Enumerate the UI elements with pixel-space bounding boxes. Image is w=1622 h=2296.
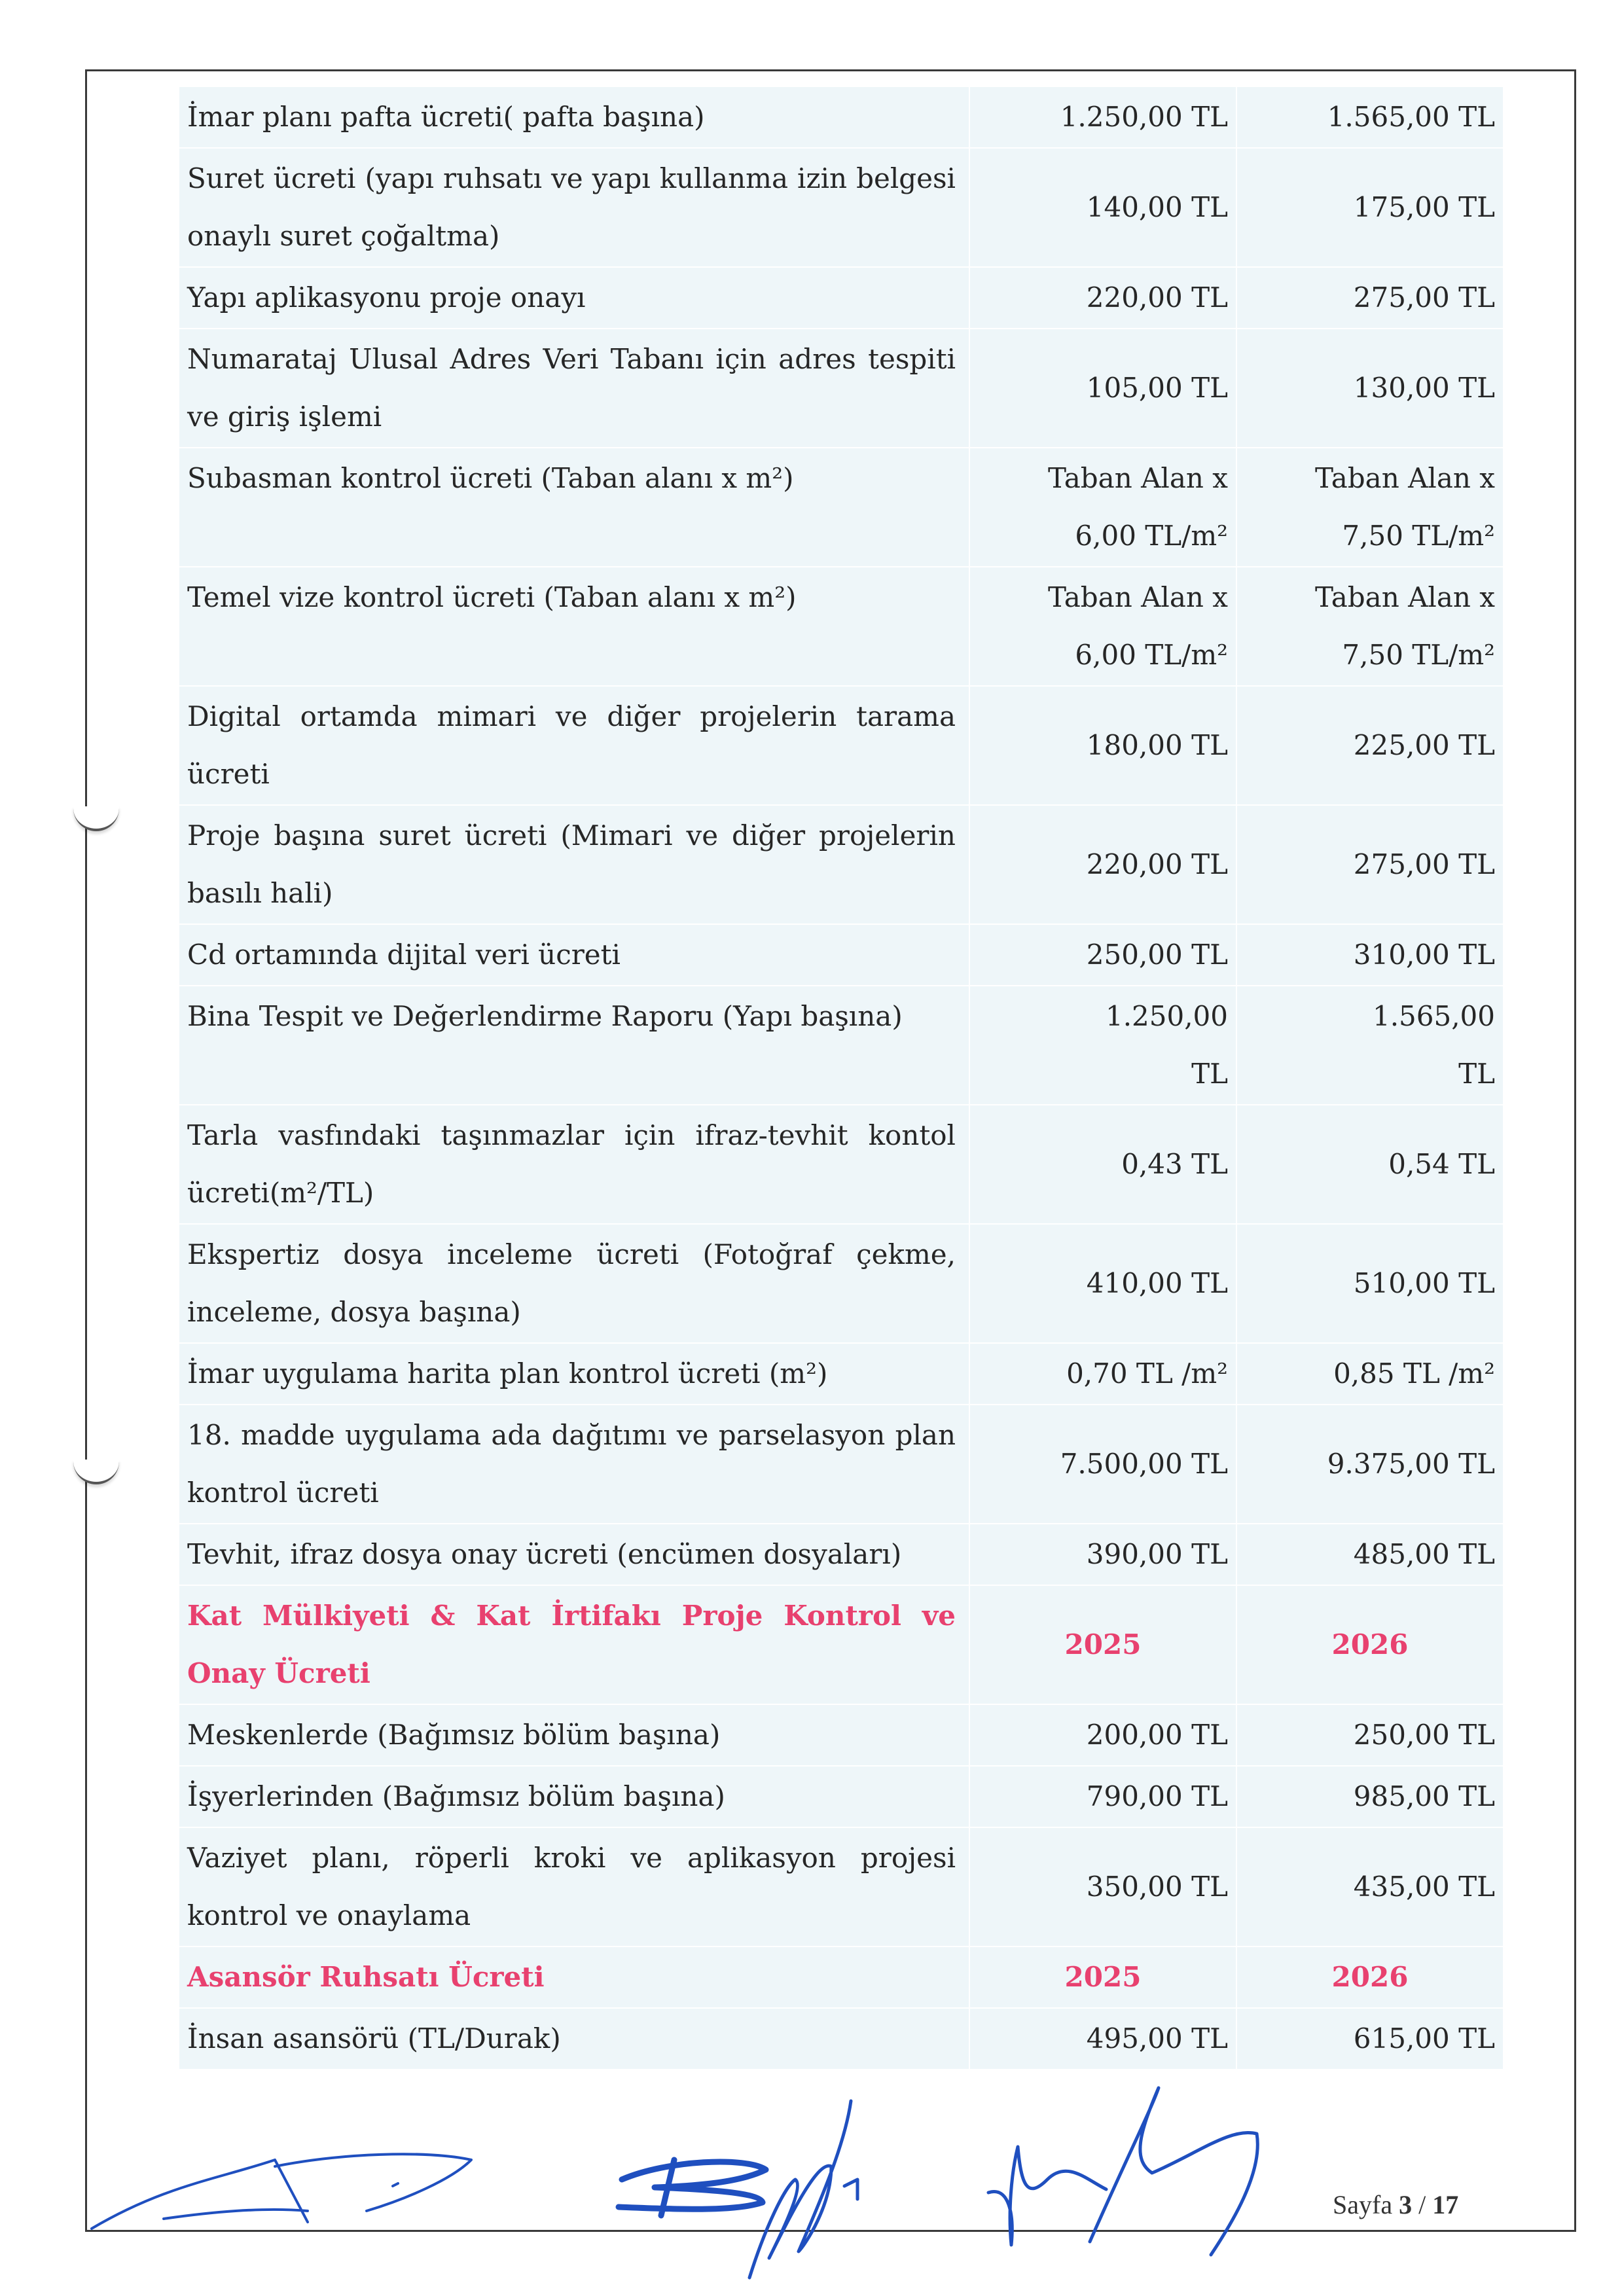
fee-2026 [1237,567,1503,685]
table-row [179,1225,1503,1342]
fee-label-text: Subasman kontrol ücreti (Taban alanı x m²) [187,462,794,494]
fee-label [179,329,969,447]
fee-label-text: Temel vize kontrol ücreti (Taban alanı x m²) [187,581,797,613]
fee-2026 [1237,986,1503,1104]
fee-2025: 410,00 TL [970,1225,1236,1342]
table-row [179,986,1503,1104]
table-row [179,87,1503,147]
fee-2026-text: Taban Alan x 7,50 TL/m² [1314,462,1495,552]
table-row [179,448,1503,566]
fee-2025: 180,00 TL [970,687,1236,804]
page-label: Sayfa [1333,2190,1393,2219]
fee-2026: 9.375,00 TL [1237,1405,1503,1523]
fee-label-text: Tarla vasfındaki taşınmazlar için ifraz-tevhit kontol ücreti(m²/TL) [187,1119,956,1209]
fee-2025-text: 1.250,00 TL [1105,1000,1228,1090]
fee-label-text: 18. madde uygulama ada dağıtımı ve parselasyon plan kontrol ücreti [187,1419,956,1509]
page-total: 17 [1432,2190,1459,2219]
table-row [179,2009,1503,2069]
fee-2025: 250,00 TL [970,925,1236,985]
table-row [179,687,1503,804]
section-header-text: Kat Mülkiyeti & Kat İrtifakı Proje Kontrol ve Onay Ücreti [187,1600,956,1689]
fee-2026: 130,00 TL [1237,329,1503,447]
fee-label [179,687,969,804]
fee-2025 [970,986,1236,1104]
table-row [179,925,1503,985]
fee-2025: 0,43 TL [970,1105,1236,1223]
fee-2025: 390,00 TL [970,1524,1236,1585]
fee-label [179,1225,969,1342]
fee-label [179,986,969,1104]
fee-label [179,1828,969,1946]
fee-label-text: Ekspertiz dosya inceleme ücreti (Fotoğraf çekme, inceleme, dosya başına) [187,1238,956,1328]
fee-2025: 220,00 TL [970,806,1236,924]
fee-label: İmar uygulama harita plan kontrol ücreti (m²) [179,1344,969,1404]
fee-2026 [1237,448,1503,566]
fee-2025: 1.250,00 TL [970,87,1236,147]
fee-2025 [970,448,1236,566]
fee-label-text: Numarataj Ulusal Adres Veri Tabanı için adres tespiti ve giriş işlemi [187,343,956,433]
fee-2025: 790,00 TL [970,1767,1236,1827]
fee-2025: 200,00 TL [970,1705,1236,1765]
fee-label [179,1405,969,1523]
fee-2026: 275,00 TL [1237,268,1503,328]
year-2025-header: 2025 [970,1586,1236,1704]
fee-label [179,1105,969,1223]
fee-2026: 225,00 TL [1237,687,1503,804]
section-header-title [179,1586,969,1704]
table-row [179,567,1503,685]
section-header-row [179,1586,1503,1704]
fee-2026: 485,00 TL [1237,1524,1503,1585]
page-number [1333,2189,1458,2220]
fee-2025: 220,00 TL [970,268,1236,328]
section-header-row [179,1947,1503,2007]
fee-2026-text: 1.565,00 TL [1372,1000,1495,1090]
table-row [179,1828,1503,1946]
fee-label-text: Tevhit, ifraz dosya onay ücreti (encümen dosyaları) [187,1538,902,1570]
table-row [179,1405,1503,1523]
fee-2026: 435,00 TL [1237,1828,1503,1946]
table-row [179,1524,1503,1585]
fee-2026: 275,00 TL [1237,806,1503,924]
fee-2026: 175,00 TL [1237,149,1503,266]
fee-label-text: Digital ortamda mimari ve diğer projelerin tarama ücreti [187,700,956,790]
table-row [179,149,1503,266]
fee-label [179,448,969,566]
section-header-title: Asansör Ruhsatı Ücreti [179,1947,969,2007]
fee-label [179,149,969,266]
fee-2026: 510,00 TL [1237,1225,1503,1342]
fee-2025: 495,00 TL [970,2009,1236,2069]
fee-2026: 0,54 TL [1237,1105,1503,1223]
fee-label: Meskenlerde (Bağımsız bölüm başına) [179,1705,969,1765]
fee-2026: 310,00 TL [1237,925,1503,985]
fee-2026: 615,00 TL [1237,2009,1503,2069]
page-current: 3 [1399,2190,1413,2219]
fee-label-text: Vaziyet planı, röperli kroki ve aplikasyon projesi kontrol ve onaylama [187,1842,956,1931]
table-row [179,1705,1503,1765]
fee-2025: 105,00 TL [970,329,1236,447]
fee-label [179,567,969,685]
table-row [179,268,1503,328]
year-2026-header: 2026 [1237,1947,1503,2007]
fee-label: İnsan asansörü (TL/Durak) [179,2009,969,2069]
fee-2026: 250,00 TL [1237,1705,1503,1765]
table-row [179,329,1503,447]
fee-2025: 7.500,00 TL [970,1405,1236,1523]
year-2026-header: 2026 [1237,1586,1503,1704]
fee-label: Cd ortamında dijital veri ücreti [179,925,969,985]
table-row [179,1105,1503,1223]
fee-label: İmar planı pafta ücreti( pafta başına) [179,87,969,147]
fee-label [179,806,969,924]
fee-label-text: Proje başına suret ücreti (Mimari ve diğer projelerin basılı hali) [187,819,956,909]
fee-2026: 0,85 TL /m² [1237,1344,1503,1404]
fee-2026: 985,00 TL [1237,1767,1503,1827]
fee-2026: 1.565,00 TL [1237,87,1503,147]
fee-table [179,87,1503,2069]
fee-2025: 0,70 TL /m² [970,1344,1236,1404]
fee-label: Yapı aplikasyonu proje onayı [179,268,969,328]
fee-2025 [970,567,1236,685]
fee-label [179,1524,969,1585]
table-row [179,1344,1503,1404]
year-2025-header: 2025 [970,1947,1236,2007]
table-row [179,806,1503,924]
table-row [179,1767,1503,1827]
fee-label-text: Bina Tespit ve Değerlendirme Raporu (Yapı başına) [187,1000,903,1032]
fee-2025: 140,00 TL [970,149,1236,266]
fee-2025: 350,00 TL [970,1828,1236,1946]
fee-2025-text: Taban Alan x 6,00 TL/m² [1047,581,1228,671]
fee-2025-text: Taban Alan x 6,00 TL/m² [1047,462,1228,552]
fee-label-text: Suret ücreti (yapı ruhsatı ve yapı kullanma izin belgesi onaylı suret çoğaltma) [187,162,956,252]
page-separator: / [1418,2190,1426,2219]
fee-label: İşyerlerinden (Bağımsız bölüm başına) [179,1767,969,1827]
fee-2026-text: Taban Alan x 7,50 TL/m² [1314,581,1495,671]
